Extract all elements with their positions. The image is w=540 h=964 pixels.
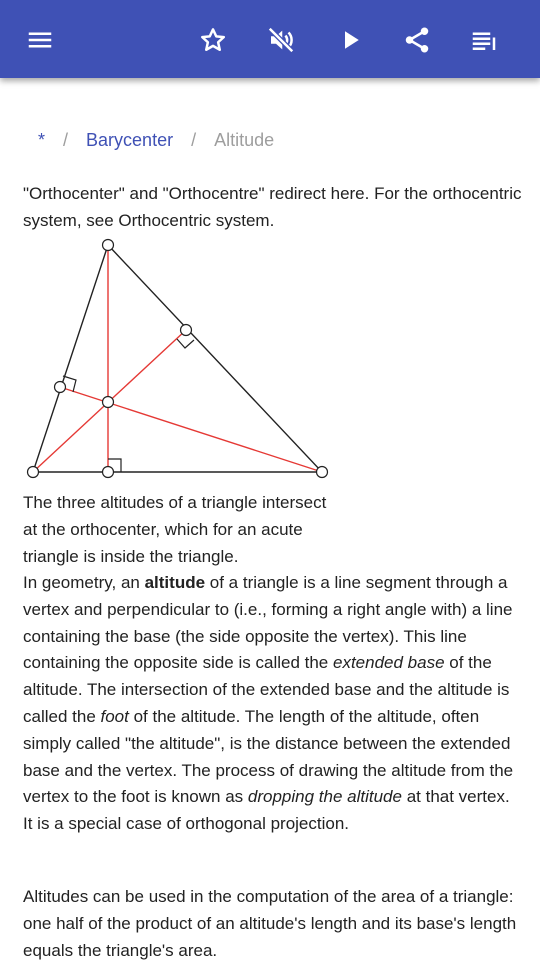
play-icon[interactable] — [330, 20, 370, 60]
menu-icon[interactable] — [20, 20, 60, 60]
term-foot: foot — [100, 706, 129, 726]
playlist-icon[interactable] — [464, 20, 504, 60]
paragraph-1: In geometry, an altitude of a triangle is a line segment through a vertex and perpendicular to (i.e., forming a right angle with) a line containing the base (the side opposite the vertex). This line containing the opposite side is called the extended base of the altitude. The intersection of the extended base and the altitude is called the foot of the altitude. The length of the altitude, often simply called "the altitude", is the distance between the extended base and the vertex. The process of drawing the altitude from the vertex to the foot is known as dropping the altitude at that vertex. It is a special case of orthogonal projection. — [23, 573, 514, 834]
vertex-points — [28, 240, 328, 478]
breadcrumb-home-link[interactable]: * — [38, 129, 46, 150]
share-icon[interactable] — [397, 20, 437, 60]
term-dropping-the-altitude: dropping the altitude — [247, 787, 402, 807]
term-extended-base: extended base — [332, 653, 445, 673]
volume-off-icon[interactable] — [261, 20, 301, 60]
figure-caption: The three altitudes of a triangle intersect at the orthocenter, which for an acute triangle is inside the triangle. — [23, 493, 327, 566]
breadcrumb — [38, 128, 274, 152]
breadcrumb-separator: / — [191, 129, 197, 150]
triangle — [33, 245, 322, 472]
term-altitude: altitude — [144, 573, 206, 592]
breadcrumb-parent-link[interactable]: Barycenter — [86, 129, 174, 150]
breadcrumb-current: Altitude — [214, 129, 275, 150]
paragraph-2: Altitudes can be used in the computation of the area of a triangle: one half of the product of an altitude's length and its base's length equals the triangle's area. — [23, 887, 517, 960]
app-bar — [0, 0, 540, 78]
right-angle-marks — [63, 339, 194, 472]
breadcrumb-separator: / — [63, 129, 69, 150]
altitude-lines — [33, 245, 322, 472]
hatnote: "Orthocenter" and "Orthocentre" redirect here. For the orthocentric system, see Orthocentric system. — [23, 184, 522, 230]
star-icon[interactable] — [193, 20, 233, 60]
altitude-diagram — [22, 236, 338, 484]
